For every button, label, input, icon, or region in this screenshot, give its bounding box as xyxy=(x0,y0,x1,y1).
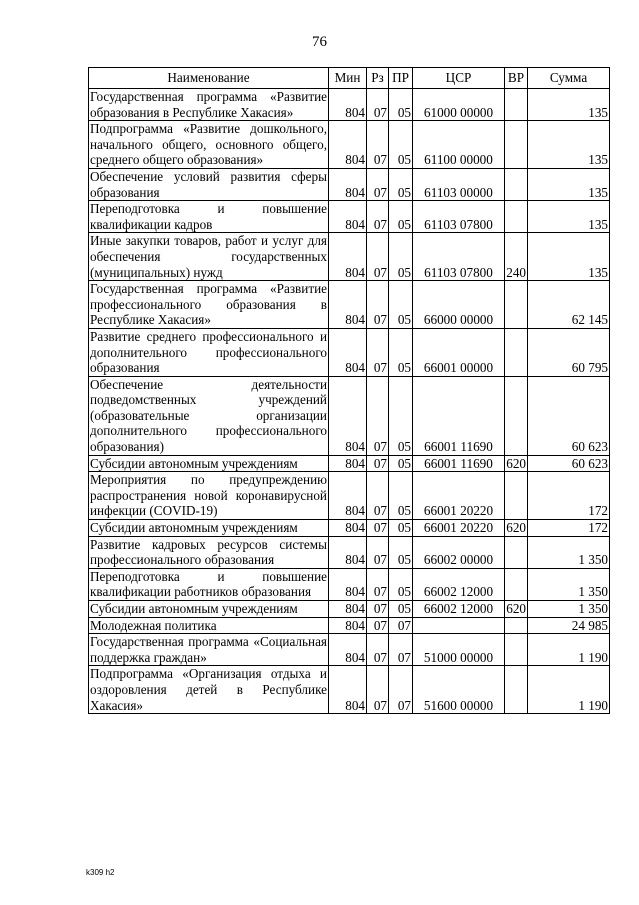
cell-pr: 05 xyxy=(389,568,413,600)
cell-name: Государственная программа «Социальная поддержка граждан» xyxy=(90,634,327,665)
cell-sum: 135 xyxy=(528,233,610,281)
table-row xyxy=(89,666,610,714)
cell-csr: 61100 00000 xyxy=(413,121,505,169)
header-vr: ВР xyxy=(505,68,528,89)
cell-min: 804 xyxy=(329,201,367,233)
cell-pr: 05 xyxy=(389,472,413,520)
cell-min: 804 xyxy=(329,455,367,472)
header-csr: ЦСР xyxy=(413,68,505,89)
cell-csr: 66001 11690 xyxy=(413,455,505,472)
table-row xyxy=(89,233,610,281)
cell-name: Мероприятия по предупреждению распространения новой коронавирусной инфекции (COVID-19) xyxy=(90,472,327,519)
cell-name: Молодежная политика xyxy=(89,617,329,634)
table-row xyxy=(89,328,610,376)
cell-name: Субсидии автономным учреждениям xyxy=(89,520,329,537)
table-row xyxy=(89,168,610,200)
cell-min: 804 xyxy=(329,634,367,666)
cell-rz: 07 xyxy=(367,472,389,520)
cell-rz: 07 xyxy=(367,666,389,714)
table-row xyxy=(89,634,610,666)
cell-pr: 05 xyxy=(389,168,413,200)
cell-vr xyxy=(505,328,528,376)
cell-rz: 07 xyxy=(367,601,389,618)
cell-name: Подпрограмма «Развитие дошкольного, начального общего, основного общего, среднего общего образования» xyxy=(90,121,327,168)
cell-name: Государственная программа «Развитие профессионального образования в Республике Хакасия» xyxy=(90,281,327,328)
cell-min: 804 xyxy=(329,472,367,520)
header-rz: Рз xyxy=(367,68,389,89)
header-min: Мин xyxy=(329,68,367,89)
cell-vr xyxy=(505,201,528,233)
cell-min: 804 xyxy=(329,568,367,600)
cell-min: 804 xyxy=(329,376,367,455)
cell-min: 804 xyxy=(329,536,367,568)
table-header-row xyxy=(89,68,610,89)
cell-sum: 1 190 xyxy=(528,666,610,714)
cell-rz: 07 xyxy=(367,455,389,472)
table-row xyxy=(89,520,610,537)
cell-csr: 51600 00000 xyxy=(413,666,505,714)
table-row xyxy=(89,601,610,618)
cell-vr xyxy=(505,376,528,455)
cell-rz: 07 xyxy=(367,568,389,600)
table-row xyxy=(89,617,610,634)
cell-sum: 172 xyxy=(528,520,610,537)
table-row xyxy=(89,201,610,233)
cell-vr xyxy=(505,568,528,600)
cell-vr: 240 xyxy=(505,233,528,281)
cell-pr: 05 xyxy=(389,601,413,618)
table-row xyxy=(89,472,610,520)
cell-vr xyxy=(505,617,528,634)
table-row xyxy=(89,455,610,472)
cell-min: 804 xyxy=(329,121,367,169)
cell-pr: 05 xyxy=(389,328,413,376)
cell-pr: 05 xyxy=(389,455,413,472)
cell-name: Субсидии автономным учреждениям xyxy=(89,601,329,618)
cell-csr: 66002 00000 xyxy=(413,536,505,568)
cell-pr: 05 xyxy=(389,233,413,281)
cell-csr: 61103 00000 xyxy=(413,168,505,200)
cell-sum: 1 350 xyxy=(528,568,610,600)
cell-rz: 07 xyxy=(367,201,389,233)
cell-vr xyxy=(505,472,528,520)
table-row xyxy=(89,281,610,329)
cell-rz: 07 xyxy=(367,121,389,169)
cell-name: Субсидии автономным учреждениям xyxy=(89,455,329,472)
cell-sum: 1 190 xyxy=(528,634,610,666)
cell-csr: 66000 00000 xyxy=(413,281,505,329)
cell-csr: 66002 12000 xyxy=(413,601,505,618)
cell-name: Государственная программа «Развитие образования в Республике Хакасия» xyxy=(90,89,327,120)
cell-rz: 07 xyxy=(367,168,389,200)
cell-sum: 172 xyxy=(528,472,610,520)
cell-sum: 62 145 xyxy=(528,281,610,329)
cell-csr: 61103 07800 xyxy=(413,233,505,281)
cell-rz: 07 xyxy=(367,536,389,568)
cell-pr: 05 xyxy=(389,281,413,329)
cell-pr: 05 xyxy=(389,520,413,537)
table-row xyxy=(89,536,610,568)
cell-csr: 66002 12000 xyxy=(413,568,505,600)
header-sum: Сумма xyxy=(528,68,610,89)
table-row xyxy=(89,376,610,455)
cell-pr: 05 xyxy=(389,536,413,568)
cell-sum: 135 xyxy=(528,121,610,169)
cell-min: 804 xyxy=(329,89,367,121)
cell-pr: 05 xyxy=(389,89,413,121)
cell-min: 804 xyxy=(329,666,367,714)
cell-name: Обеспечение условий развития сферы образования xyxy=(90,168,327,200)
header-pr: ПР xyxy=(389,68,413,89)
page-number: 76 xyxy=(312,34,327,50)
table-row xyxy=(89,121,610,169)
cell-rz: 07 xyxy=(367,328,389,376)
cell-sum: 1 350 xyxy=(528,601,610,618)
cell-vr xyxy=(505,536,528,568)
cell-csr: 66001 20220 xyxy=(413,520,505,537)
cell-vr xyxy=(505,121,528,169)
cell-csr: 61103 07800 xyxy=(413,201,505,233)
cell-vr: 620 xyxy=(506,455,526,471)
cell-sum: 135 xyxy=(528,168,610,200)
cell-csr: 61000 00000 xyxy=(413,89,505,121)
cell-name: Обеспечение деятельности подведомственных учреждений (образовательные организации дополнительного профессионального образования) xyxy=(90,376,327,455)
cell-rz: 07 xyxy=(367,376,389,455)
cell-name: Иные закупки товаров, работ и услуг для обеспечения государственных (муниципальных) нужд xyxy=(90,233,327,280)
table-row xyxy=(89,568,610,600)
table-row xyxy=(89,89,610,121)
cell-name: Переподготовка и повышение квалификации кадров xyxy=(90,201,327,232)
cell-min: 804 xyxy=(329,601,367,618)
cell-csr xyxy=(413,617,505,634)
cell-pr: 05 xyxy=(389,201,413,233)
cell-sum: 1 350 xyxy=(528,536,610,568)
cell-name: Развитие среднего профессионального и дополнительного профессионального образования xyxy=(90,328,327,376)
cell-pr: 07 xyxy=(389,617,413,634)
cell-pr: 07 xyxy=(389,666,413,714)
cell-name: Развитие кадровых ресурсов системы профессионального образования xyxy=(90,536,327,568)
cell-min: 804 xyxy=(329,520,367,537)
cell-csr: 66001 00000 xyxy=(413,328,505,376)
cell-sum: 135 xyxy=(528,89,610,121)
cell-sum: 60 623 xyxy=(528,455,610,472)
cell-vr xyxy=(505,168,528,200)
cell-vr xyxy=(505,666,528,714)
cell-rz: 07 xyxy=(367,281,389,329)
cell-csr: 66001 11690 xyxy=(413,376,505,455)
cell-min: 804 xyxy=(329,617,367,634)
cell-csr: 51000 00000 xyxy=(413,634,505,666)
budget-table xyxy=(88,67,610,714)
cell-vr xyxy=(505,634,528,666)
cell-pr: 07 xyxy=(389,634,413,666)
cell-sum: 135 xyxy=(528,201,610,233)
cell-vr xyxy=(505,89,528,121)
cell-rz: 07 xyxy=(367,89,389,121)
cell-sum: 60 623 xyxy=(528,376,610,455)
header-name: Наименование xyxy=(89,68,329,89)
cell-name: Переподготовка и повышение квалификации работников образования xyxy=(90,568,327,600)
cell-rz: 07 xyxy=(367,617,389,634)
cell-vr xyxy=(505,281,528,329)
footer-code: k309 h2 xyxy=(86,868,115,877)
cell-name: Подпрограмма «Организация отдыха и оздоровления детей в Республике Хакасия» xyxy=(90,666,327,713)
cell-min: 804 xyxy=(329,328,367,376)
cell-pr: 05 xyxy=(389,121,413,169)
cell-min: 804 xyxy=(329,233,367,281)
cell-rz: 07 xyxy=(367,233,389,281)
cell-csr: 66001 20220 xyxy=(413,472,505,520)
cell-sum: 24 985 xyxy=(528,617,610,634)
cell-min: 804 xyxy=(329,281,367,329)
cell-vr: 620 xyxy=(506,601,526,616)
cell-min: 804 xyxy=(329,168,367,200)
cell-vr: 620 xyxy=(506,520,526,536)
cell-rz: 07 xyxy=(367,520,389,537)
cell-pr: 05 xyxy=(389,376,413,455)
cell-rz: 07 xyxy=(367,634,389,666)
cell-sum: 60 795 xyxy=(528,328,610,376)
